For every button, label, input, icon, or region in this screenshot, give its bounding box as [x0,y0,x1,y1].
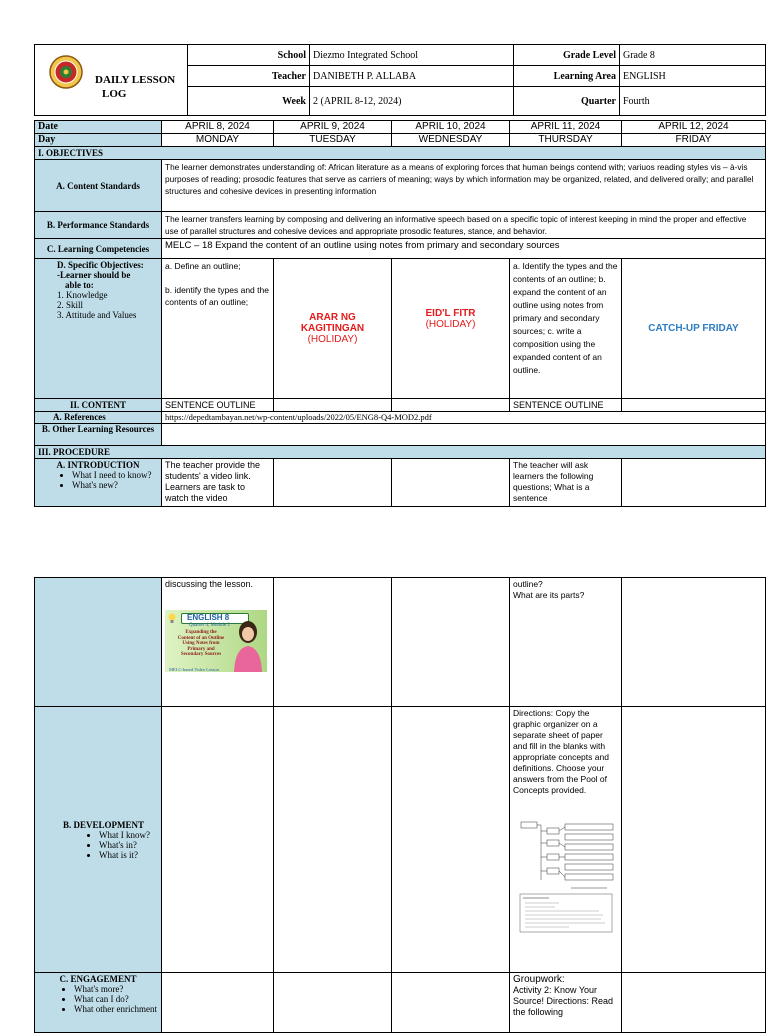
content-thu: SENTENCE OUTLINE [510,399,622,412]
introduction-mon: The teacher provide the students' a video link. Learners are task to watch the video [162,459,274,507]
day-tue: TUESDAY [274,134,392,147]
week-label: Week [188,87,310,116]
dll-title: DAILY LESSON LOG [95,74,176,100]
deped-seal-icon [49,55,83,89]
area-value: ENGLISH [620,66,766,87]
performance-standards-label: B. Performance Standards [35,212,162,239]
video-subtitle-block: Expanding the Content of an Outline Using Notes from Primary and Secondary Sources [177,630,225,657]
date-mon: APRIL 8, 2024 [162,121,274,134]
engagement-label: C. ENGAGEMENT • What's more? • What can I do? • What other enrichment [35,973,162,1033]
day-wed: WEDNESDAY [392,134,510,147]
teacher-label: Teacher [188,66,310,87]
engagement-thu: Groupwork: Activity 2: Know Your Source! Directions: Read the following [510,973,622,1033]
holiday-wed: EID'L FITR (HOLIDAY) [392,259,510,399]
content-standards-text: The learner demonstrates understanding of: African literature as a means of exploring forces that human beings contend with; variuos reading styles vis – à-vis purposes of reading; prosodic features that serve as carriers of meaning; ways by which information may be organized, related, and delivered orally; and parallel structures and cohesive devices in presenting information [162,160,766,212]
development-thu: Directions: Copy the graphic organizer on a separate sheet of paper and fill in the blanks with appropriate concepts and definitions. Choose your answers from the Pool of Concepts provided. [510,707,622,973]
header-table [34,44,766,116]
pool-of-concepts-image [519,893,613,933]
date-tue: APRIL 9, 2024 [274,121,392,134]
school-label: School [188,45,310,66]
video-thumbnail[interactable]: ENGLISH 8 Quarter 4, Module 2 Expanding the Content of an Outline Using Notes from Primary and Secondary Sources MELC-based Video Lesson [165,610,267,672]
day-label: Day [35,134,162,147]
content-standards-label: A. Content Standards [35,160,162,212]
objectives-section: I. OBJECTIVES [35,147,766,160]
introduction-mon-continued: discussing the lesson. ENGLISH 8 Quarter 4, Module 2 Expanding the Content of an Outline Using Notes from Primary and Secondary Sources MELC-based Video Lesson [162,578,274,707]
graphic-organizer-image [519,818,615,890]
area-label: Learning Area [514,66,620,87]
other-resources-label: B. Other Learning Resources [35,424,162,446]
date-thu: APRIL 11, 2024 [510,121,622,134]
development-label: B. DEVELOPMENT • What I know? • What's in? • What is it? [35,707,162,973]
lightbulb-icon [168,613,176,623]
school-logo-cell [35,45,188,116]
day-mon: MONDAY [162,134,274,147]
school-value: Diezmo Integrated School [310,45,514,66]
lesson-table-continued [34,577,766,1033]
grade-value: Grade 8 [620,45,766,66]
references-value[interactable]: https://depedtambayan.net/wp-content/uploads/2022/05/ENG8-Q4-MOD2.pdf [162,412,766,424]
competencies-label: C. Learning Competencies [35,239,162,259]
teacher-value: DANIBETH P. ALLABA [310,66,514,87]
procedure-section: III. PROCEDURE [35,446,766,459]
introduction-continued-label [35,578,162,707]
references-label: A. References [35,412,162,424]
catch-up-friday: CATCH-UP FRIDAY [622,259,766,399]
quarter-value: Fourth [620,87,766,116]
specific-objectives-label: D. Specific Objectives: -Learner should be able to: 1. Knowledge 2. Skill 3. Attitude and Values [35,259,162,399]
week-value: 2 (APRIL 8-12, 2024) [310,87,514,116]
introduction-thu-continued: outline? What are its parts? [510,578,622,707]
presenter-image-icon [231,618,265,672]
date-label: Date [35,121,162,134]
content-section: II. CONTENT [35,399,162,412]
day-thu: THURSDAY [510,134,622,147]
competencies-text: MELC – 18 Expand the content of an outline using notes from primary and secondary sources [162,239,766,259]
specific-mon: a. Define an outline; b. identify the types and the contents of an outline; [162,259,274,399]
content-mon: SENTENCE OUTLINE [162,399,274,412]
video-title: ENGLISH 8 [187,613,230,622]
holiday-tue: ARAR NG KAGITINGAN (HOLIDAY) [274,259,392,399]
date-wed: APRIL 10, 2024 [392,121,510,134]
introduction-thu: The teacher will ask learners the following questions; What is a sentence [510,459,622,507]
performance-standards-text: The learner transfers learning by composing and delivering an informative speech based on a specific topic of interest keeping in mind the proper and effective use of parallel structures and cohesive devices and appropriate prosodic features, stance, and behavior. [162,212,766,239]
date-fri: APRIL 12, 2024 [622,121,766,134]
quarter-label: Quarter [514,87,620,116]
day-fri: FRIDAY [622,134,766,147]
specific-thu: a. Identify the types and the contents of an outline; b. expand the content of an outline using notes from primary and secondary sources; c. write a composition using the expanded content of an outline. [510,259,622,399]
lesson-table [34,120,766,507]
grade-label: Grade Level [514,45,620,66]
introduction-label: A. INTRODUCTION • What I need to know? • What's new? [35,459,162,507]
